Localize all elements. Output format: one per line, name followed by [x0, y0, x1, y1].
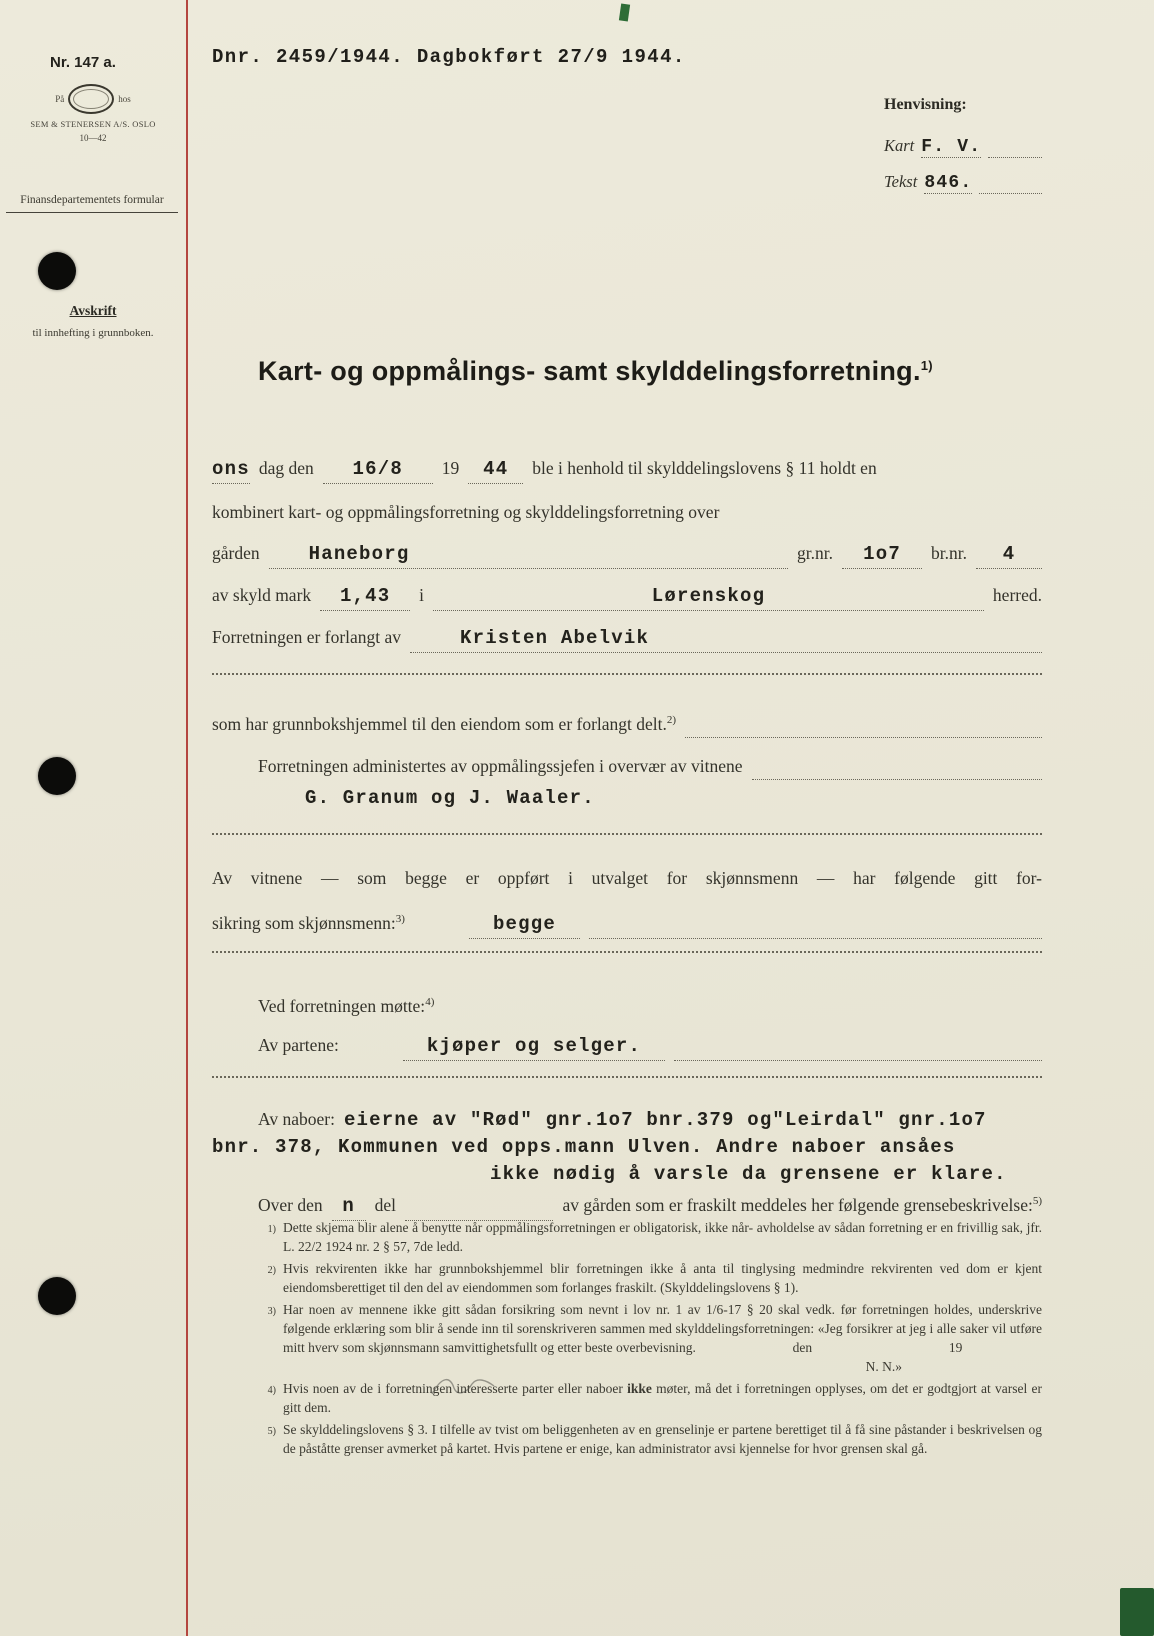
form-line-partene	[258, 1032, 1042, 1061]
footnote-ref: 4)	[267, 1385, 276, 1396]
title-footnote-ref: 1)	[920, 358, 933, 373]
vitnene-footnote-ref: 3)	[395, 912, 405, 925]
requested-by-entry: Kristen Abelvik	[410, 625, 1042, 653]
year-entry: 44	[468, 456, 523, 484]
footnote-2	[258, 1259, 1042, 1297]
hjemmel-line: som har grunnbokshjemmel til den eiendom som er forlangt delt.	[212, 713, 667, 734]
year-prefix: 19	[441, 458, 460, 478]
punch-hole	[38, 757, 76, 795]
witnesses-entry: G. Granum og J. Waaler.	[305, 786, 595, 809]
footnote-text: Dette skjema blir alene å benytte når oppmålingsforretningen er obligatorisk, ikke når- avholdelse av sådan forretning er en frivillig sak, jfr. L. 22/2 1924 nr. 2 § 57, 7de ledd.	[283, 1220, 1042, 1254]
form-line-vitnene1: Av vitnene — som begge er oppført i utvalget for skjønnsmenn — har følgende gitt for-	[212, 867, 1042, 888]
over-label2: del	[374, 1195, 397, 1216]
stamp-prefix: På	[55, 94, 65, 104]
bnr-entry: 4	[976, 541, 1042, 569]
motte-line: Ved forretningen møtte:	[258, 995, 426, 1016]
footnotes	[258, 1218, 1042, 1461]
over-rest	[562, 1188, 1042, 1219]
dotted-leader	[405, 1188, 553, 1221]
partene-entry: kjøper og selger.	[403, 1033, 665, 1061]
kart-label: Kart	[884, 136, 915, 155]
footnote-ref: 1)	[267, 1224, 276, 1235]
form-title	[258, 356, 933, 387]
bnr-label: br.nr.	[931, 543, 967, 563]
date-entry: 16/8	[323, 456, 433, 484]
dotted-leader	[988, 136, 1042, 158]
form-line-hjemmel	[212, 707, 1042, 738]
skyld-label: av skyld mark	[212, 585, 312, 605]
over-label3: av gården som er fraskilt meddeles her følgende grensebeskrivelse:	[562, 1195, 1033, 1216]
form-line-skyld	[212, 582, 1042, 611]
journal-entry: Dnr. 2459/1944. Dagbokført 27/9 1944.	[212, 46, 686, 68]
dotted-leader	[589, 906, 1042, 939]
footnote-4-text-b: møter, må det i forretningen opplyses, om det er godtgjort at varsel er gitt dem.	[283, 1381, 1043, 1415]
vitnene2-text	[212, 906, 405, 937]
form-line-admin	[258, 753, 1042, 780]
over-footnote-ref: 5)	[1032, 1195, 1042, 1208]
form-line-vitnene2	[212, 906, 1042, 939]
avskrift-note: til innhefting i grunnboken.	[32, 327, 154, 339]
punch-hole	[38, 1277, 76, 1315]
form-line-intro2	[212, 499, 1042, 526]
admin-line: Forretningen administertes av oppmålingssjefen i overvær av vitnene	[258, 755, 743, 776]
dotted-leader	[752, 753, 1042, 780]
footnote-ref: 3)	[267, 1306, 276, 1317]
day-label: dag den	[258, 458, 314, 478]
publisher-stamp	[0, 84, 186, 114]
footnote-ref: 5)	[267, 1426, 276, 1437]
punch-hole	[38, 252, 76, 290]
vitnene-line2: sikring som skjønnsmenn:	[212, 912, 396, 933]
footnote-text: Hvis rekvirenten ikke har grunnbokshjemmel blir forretningen ikke å anta til tinglysing medmindre rekvirenten ved dom er kjent eiendomsberettiget til den del av eiendommen som forlanges fraskilt. (Skylddelingslovens § 1).	[283, 1261, 1042, 1295]
kart-value: F. V.	[921, 137, 982, 157]
farm-label: gården	[212, 543, 260, 563]
blank-dotted-line	[212, 1076, 1042, 1078]
dotted-leader	[674, 1032, 1042, 1061]
blank-dotted-line	[212, 833, 1042, 835]
footnote-4	[258, 1379, 1042, 1417]
form-line-over	[258, 1188, 1042, 1221]
in-label: i	[419, 585, 425, 605]
footnote-text: Se skylddelingslovens § 3. I tilfelle av tvist om beliggenheten av en grenselinje er partene berettiget til å få sine påstander i beskrivelsen og de påståtte grenser avmerket på kartet. Hvis partene er enige, kan administrator avsi kjennelse for hvor grensen skal gå.	[283, 1422, 1042, 1456]
gnr-entry: 1o7	[842, 541, 922, 569]
hjemmel-footnote-ref: 2)	[666, 714, 677, 726]
margin-rule	[186, 0, 188, 1636]
naboer-label: Av naboer:	[258, 1109, 335, 1130]
footnote-5	[258, 1420, 1042, 1458]
form-line-farm	[212, 540, 1042, 569]
tekst-value: 846.	[924, 173, 973, 193]
footnote-text	[283, 1300, 1042, 1376]
publisher-name: SEM & STENERSEN A/S. OSLO	[30, 119, 156, 129]
form-line-naboer2	[212, 1134, 1042, 1161]
form-number: Nr. 147 a.	[50, 54, 116, 71]
over-entry: n	[332, 1193, 366, 1221]
footnote-3-den: den	[792, 1340, 813, 1355]
weekday-entry: ons	[212, 456, 250, 484]
blank-dotted-line	[212, 673, 1042, 675]
dotted-leader	[979, 172, 1042, 194]
form-title-text: Kart- og oppmålings- samt skylddelingsforretning.	[258, 356, 921, 386]
form-line-witnesses	[212, 785, 1042, 812]
reference-tekst-row	[884, 172, 1042, 194]
footnote-text	[283, 1379, 1042, 1417]
scan-artifact	[1120, 1588, 1154, 1636]
tekst-label: Tekst	[884, 172, 918, 191]
skyld-entry: 1,43	[320, 583, 410, 611]
publisher-logo-icon	[68, 84, 114, 114]
avskrift-label: Avskrift	[69, 303, 117, 318]
handwritten-mark	[428, 1374, 498, 1400]
reference-block	[884, 96, 1042, 194]
footnote-3-year: 19	[948, 1340, 963, 1355]
blank-dotted-line	[212, 951, 1042, 953]
footnote-1	[258, 1218, 1042, 1256]
hjemmel-text	[212, 707, 676, 738]
farm-name-entry: Haneborg	[269, 541, 788, 569]
margin-column	[0, 0, 186, 1636]
gnr-label: gr.nr.	[797, 543, 834, 563]
footnote-3-body: Har noen av mennene ikke gitt sådan forsikring som nevnt i lov nr. 1 av 1/6-17 § 20 skal vedk. før forretningen holdes, underskrive følgende erklæring som blir å sende inn til sorenskriveren sammen med skylddelingsforretningen: «Jeg forsikrer at jeg i alle saker vil utføre mitt hverv som skjønnsmann samvittighetsfullt og etter beste overbevisning.	[283, 1302, 1042, 1355]
intro-rest: ble i henhold til skylddelingslovens § 11 holdt en	[532, 458, 877, 478]
footnote-4-text-a: Hvis noen av de i forretningen interesserte parter eller naboer	[283, 1381, 623, 1396]
naboer-entry-3: ikke nødig å varsle da grensene er klare.	[490, 1163, 1007, 1186]
stamp-suffix: hos	[118, 94, 131, 104]
vitnene-entry: begge	[469, 911, 580, 939]
reference-heading: Henvisning:	[884, 96, 967, 113]
form-body	[212, 450, 1042, 1221]
footnote-4-bold: ikke	[627, 1381, 652, 1396]
naboer-entry-2: bnr. 378, Kommunen ved opps.mann Ulven. Andre naboer ansåes	[212, 1136, 956, 1159]
herred-label: herred.	[992, 585, 1042, 605]
motte-footnote-ref: 4)	[425, 995, 435, 1008]
naboer-entry-1: eierne av "Rød" gnr.1o7 bnr.379 og"Leirdal" gnr.1o7	[343, 1109, 987, 1132]
form-line-naboer3	[212, 1161, 1042, 1188]
partene-label: Av partene:	[258, 1035, 339, 1056]
print-run-code: 10—42	[79, 133, 107, 143]
reference-kart-row	[884, 136, 1042, 158]
department-formular-label: Finansdepartementets formular	[6, 194, 178, 213]
document-body	[212, 0, 1042, 1636]
footnote-3-signature: N. N.»	[865, 1359, 902, 1374]
form-line-naboer1	[258, 1106, 1042, 1134]
municipality-entry: Lørenskog	[433, 583, 984, 611]
over-label1: Over den	[258, 1195, 323, 1216]
footnote-ref: 2)	[267, 1265, 276, 1276]
intro-line2: kombinert kart- og oppmålingsforretning og skylddelingsforretning over	[212, 502, 720, 522]
dotted-leader	[685, 707, 1042, 738]
requested-by-label: Forretningen er forlangt av	[212, 627, 402, 647]
form-line-date	[212, 455, 1042, 484]
form-line-motte	[258, 989, 1042, 1020]
footnote-3	[258, 1300, 1042, 1376]
form-line-requested-by	[212, 624, 1042, 653]
motte-text	[258, 989, 434, 1020]
